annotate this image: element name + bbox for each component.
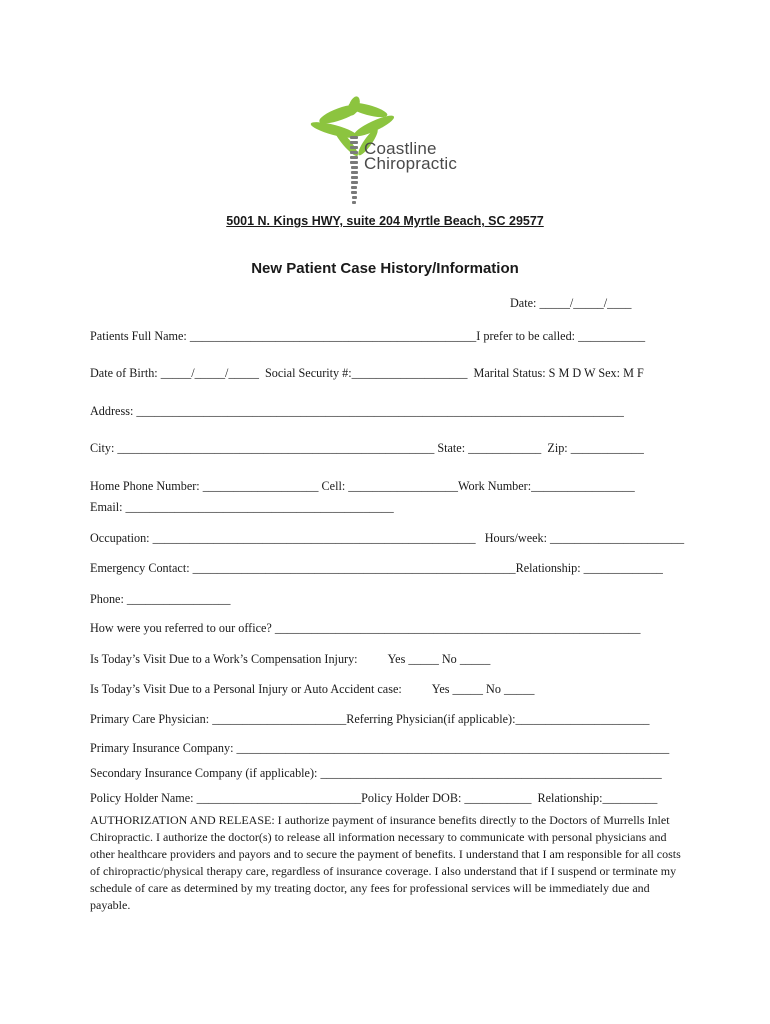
- work-comp-question[interactable]: Is Today’s Visit Due to a Work’s Compensation Injury: Yes _____ No _____: [90, 652, 491, 666]
- emergency-phone-field[interactable]: Phone: _________________: [90, 592, 231, 606]
- phone-numbers-field[interactable]: Home Phone Number: ___________________ Cell: __________________Work Number:_________________: [90, 479, 635, 493]
- logo-line-1: Coastline: [364, 139, 437, 158]
- authorization-paragraph: AUTHORIZATION AND RELEASE: I authorize payment of insurance benefits directly to the Doctors of Murrells Inlet Chiropractic. I authorize the doctor(s) to release all information necessary to communicate with personal physicians and other healthcare providers and payors and to secure the payment of benefits. I understand that I am responsible for all costs of chiropractic/physical therapy care, regardless of insurance coverage. I also understand that if I suspend or terminate my schedule of care as determined by my treating doctor, any fees for professional services will be immediately due and payable.: [90, 813, 681, 912]
- physician-field[interactable]: Primary Care Physician: ______________________Referring Physician(if applicable):______________________: [90, 712, 650, 726]
- date-field[interactable]: Date: _____/_____/____: [510, 296, 632, 310]
- referral-field[interactable]: How were you referred to our office? ____________________________________________________________: [90, 621, 641, 635]
- logo-line-2: Chiropractic: [364, 154, 458, 173]
- email-field[interactable]: Email: ____________________________________________: [90, 500, 394, 514]
- clinic-logo: [306, 96, 466, 208]
- emergency-contact-field[interactable]: Emergency Contact: _____________________________________________________Relationship: _____________: [90, 561, 663, 575]
- full-name-field[interactable]: Patients Full Name: _______________________________________________I prefer to be called: ___________: [90, 329, 646, 343]
- personal-injury-question[interactable]: Is Today’s Visit Due to a Personal Injury or Auto Accident case: Yes _____ No _____: [90, 682, 535, 696]
- primary-insurance-field[interactable]: Primary Insurance Company: _______________________________________________________________________: [90, 741, 670, 755]
- secondary-insurance-field[interactable]: Secondary Insurance Company (if applicable): ________________________________________________________: [90, 766, 662, 780]
- page-title: New Patient Case History/Information: [251, 260, 519, 277]
- address-field[interactable]: Address: ________________________________________________________________________________: [90, 404, 624, 418]
- dob-ssn-marital-field[interactable]: Date of Birth: _____/_____/_____ Social Security #:___________________ Marital Status: S M D W Sex: M F: [90, 366, 644, 380]
- occupation-field[interactable]: Occupation: _____________________________________________________ Hours/week: ______________________: [90, 531, 685, 545]
- clinic-address: 5001 N. Kings HWY, suite 204 Myrtle Beach, SC 29577: [226, 214, 544, 228]
- policy-holder-field[interactable]: Policy Holder Name: ___________________________Policy Holder DOB: ___________ Relationship:_________: [90, 791, 658, 805]
- city-state-zip-field[interactable]: City: ____________________________________________________ State: ____________ Zip: ____________: [90, 441, 644, 455]
